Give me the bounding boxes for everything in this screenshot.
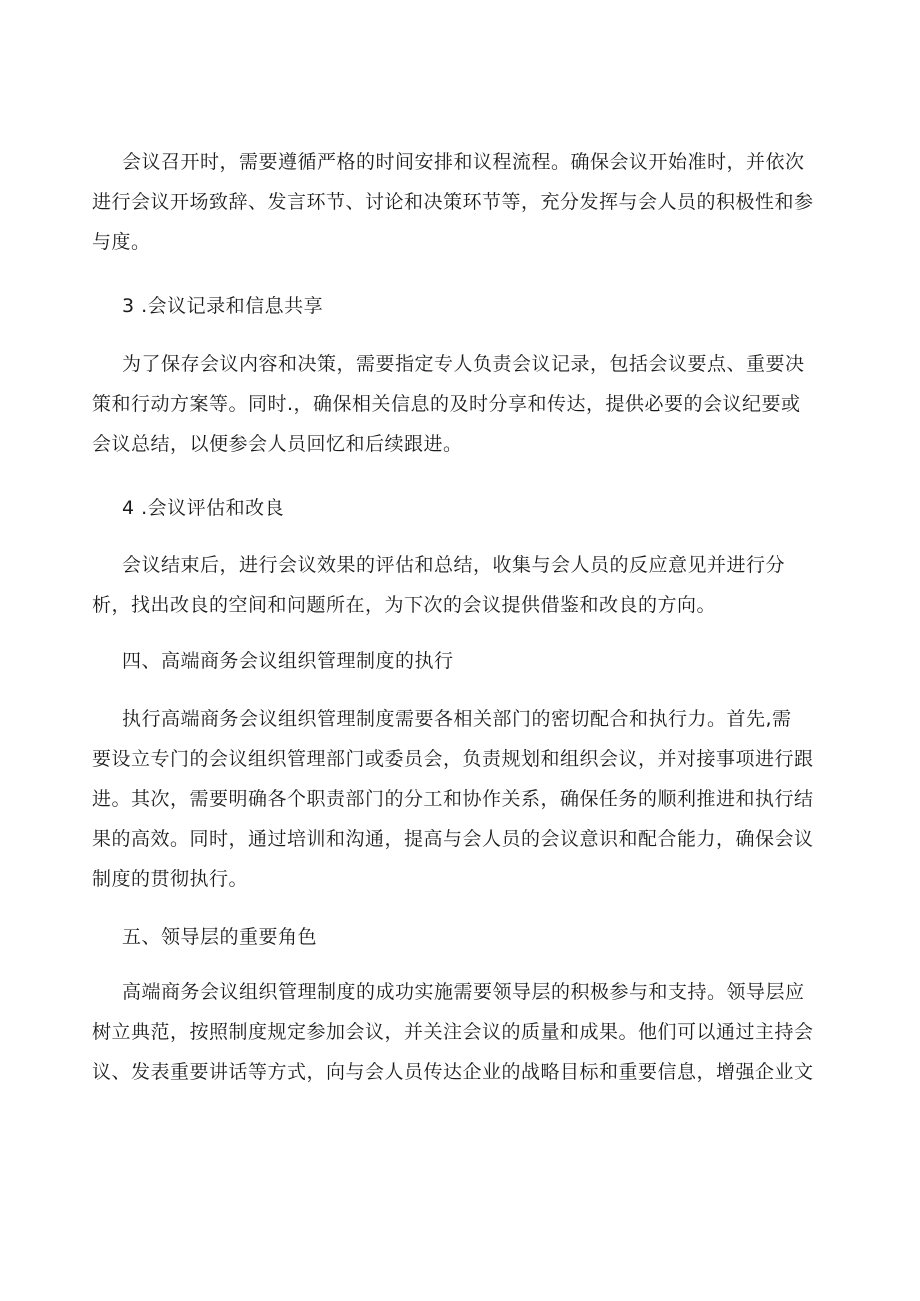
paragraph-line: 析，找出改良的空间和问题所在，为下次的会议提供借鉴和改良的方向。 <box>92 594 717 616</box>
paragraph-line: 制度的贯彻执行。 <box>92 868 249 890</box>
paragraph-line: 进。其次，需要明确各个职责部门的分工和协作关系，确保任务的顺利推进和执行结 <box>92 788 814 810</box>
section-heading-3: 3 .会议记录和信息共享 <box>122 295 324 317</box>
section-heading-five: 五、领导层的重要角色 <box>122 926 318 948</box>
paragraph-line: 策和行动方案等。同时.，确保相关信息的及时分享和传达，提供必要的会议纪要或 <box>92 393 801 415</box>
paragraph-line: 果的高效。同时，通过培训和沟通，提高与会人员的会议意识和配合能力，确保会议 <box>92 828 814 850</box>
paragraph-line: 高端商务会议组织管理制度的成功实施需要领导层的积极参与和支持。领导层应 <box>122 981 805 1003</box>
paragraph-line: 要设立专门的会议组织管理部门或委员会，负责规划和组织会议，并对接事项进行跟 <box>92 748 814 770</box>
paragraph-line: 树立典范，按照制度规定参加会议，并关注会议的质量和成果。他们可以通过主持会 <box>92 1021 814 1043</box>
paragraph-line: 议、发表重要讲话等方式，向与会人员传达企业的战略目标和重要信息，增强企业文 <box>92 1061 814 1083</box>
paragraph-line: 进行会议开场致辞、发言环节、讨论和决策环节等，充分发挥与会人员的积极性和参 <box>92 191 814 213</box>
paragraph-line: 会议总结，以便参会人员回忆和后续跟进。 <box>92 433 463 455</box>
paragraph-line: 会议召开时，需要遵循严格的时间安排和议程流程。确保会议开始准时，并依次 <box>122 151 805 173</box>
paragraph-line: 为了保存会议内容和决策，需要指定专人负责会议记录，包括会议要点、重要决 <box>122 353 805 375</box>
paragraph-line: 执行高端商务会议组织管理制度需要各相关部门的密切配合和执行力。首先,需 <box>122 708 792 730</box>
paragraph-line: 与度。 <box>92 231 151 253</box>
section-heading-four: 四、高端商务会议组织管理制度的执行 <box>122 650 454 672</box>
paragraph-line: 会议结束后，进行会议效果的评估和总结，收集与会人员的反应意见并进行分 <box>122 554 786 576</box>
section-heading-4: 4 .会议评估和改良 <box>122 497 285 519</box>
